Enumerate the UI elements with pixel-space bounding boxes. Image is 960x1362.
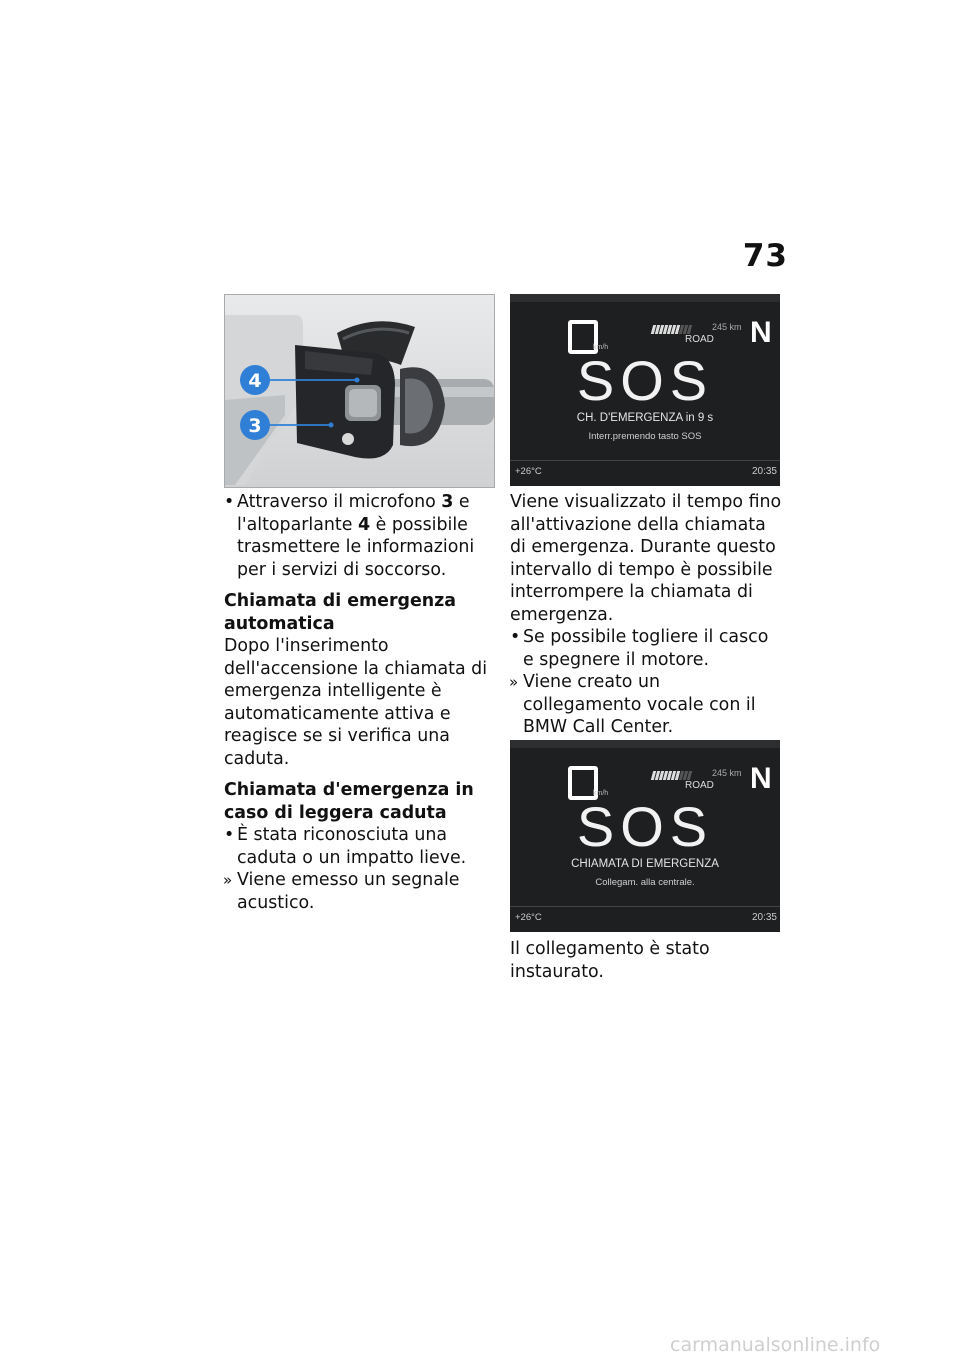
- page-number: 73: [742, 238, 788, 274]
- ref-3: 3: [441, 492, 454, 512]
- right-column-bottom: [510, 938, 782, 983]
- callout-4-label: 4: [248, 370, 262, 392]
- connecting-text: Collegam. alla centrale.: [595, 877, 695, 888]
- riding-mode: ROAD: [685, 334, 714, 345]
- heading-automatic-call: Chiamata di emergenza automatica: [224, 591, 457, 634]
- speed-unit: km/h: [593, 344, 609, 351]
- watermark[interactable]: carmanualsonline.info: [670, 1334, 881, 1356]
- range-readout: 245 km: [712, 322, 742, 332]
- display-top-bar: [510, 740, 780, 748]
- bullet-mic-text-a: Attraverso il microfono: [237, 492, 442, 512]
- sos-text: SOS: [576, 795, 714, 858]
- display-top-bar: [510, 294, 780, 302]
- speed-unit: km/h: [593, 790, 609, 797]
- cancel-hint-text: Interr.premendo tasto SOS: [588, 431, 702, 442]
- paragraph-established: Il collegamento è stato instaurato.: [510, 939, 710, 982]
- heading-light-fall: Chiamata d'emergenza in caso di leggera caduta: [224, 780, 474, 823]
- clock-readout: 20:35: [751, 466, 777, 477]
- result-acoustic-signal: » Viene emesso un segnale acustico.: [224, 869, 496, 914]
- bullet-light-fall: • È stata riconosciuta una caduta o un impatto lieve.: [224, 824, 496, 869]
- emergency-countdown-text: CH. D'EMERGENZA in 9 s: [576, 412, 714, 424]
- gear-indicator: N: [750, 762, 772, 795]
- emergency-call-text: CHIAMATA DI EMERGENZA: [571, 858, 719, 870]
- sos-text: SOS: [576, 349, 714, 412]
- temperature-readout: +26°C: [515, 466, 542, 477]
- clock-readout: 20:35: [751, 912, 777, 923]
- bullet-remove-helmet: • Se possibile togliere il casco e spegnere il motore.: [510, 626, 782, 671]
- cluster-display-calling: [510, 740, 780, 932]
- bullet-mic-text-b: e l'altoparlante: [237, 492, 470, 535]
- ref-4: 4: [357, 514, 371, 535]
- temperature-readout: +26°C: [515, 912, 542, 923]
- bullet-microphone: [224, 491, 496, 581]
- display-divider: [510, 460, 780, 461]
- handlebar-switch-illustration: [224, 294, 495, 488]
- paragraph-countdown: Viene visualizzato il tempo fino all'attivazione della chiamata di emergenza. Durante questo intervallo di tempo è possibile interrompere la chiamata di emergenza.: [510, 492, 782, 625]
- cluster-display-countdown: [510, 294, 780, 486]
- result-voice-connection: » Viene creato un collegamento vocale con il BMW Call Center.: [510, 671, 782, 739]
- display-divider: [510, 906, 780, 907]
- gear-indicator: N: [750, 316, 772, 349]
- left-column: [224, 491, 496, 914]
- handlebar-drawing: [225, 295, 494, 487]
- paragraph-automatic-call: Dopo l'inserimento dell'accensione la chiamata di emergenza intelligente è automaticamente attiva e reagisce se si verifica una caduta.: [224, 636, 488, 769]
- callout-3-label: 3: [248, 415, 262, 437]
- range-readout: 245 km: [712, 768, 742, 778]
- right-column-top: [510, 491, 782, 739]
- riding-mode: ROAD: [685, 780, 714, 791]
- bullet-mic-text-c: è possibile trasmettere le informazioni per i servizi di soccorso.: [237, 514, 475, 580]
